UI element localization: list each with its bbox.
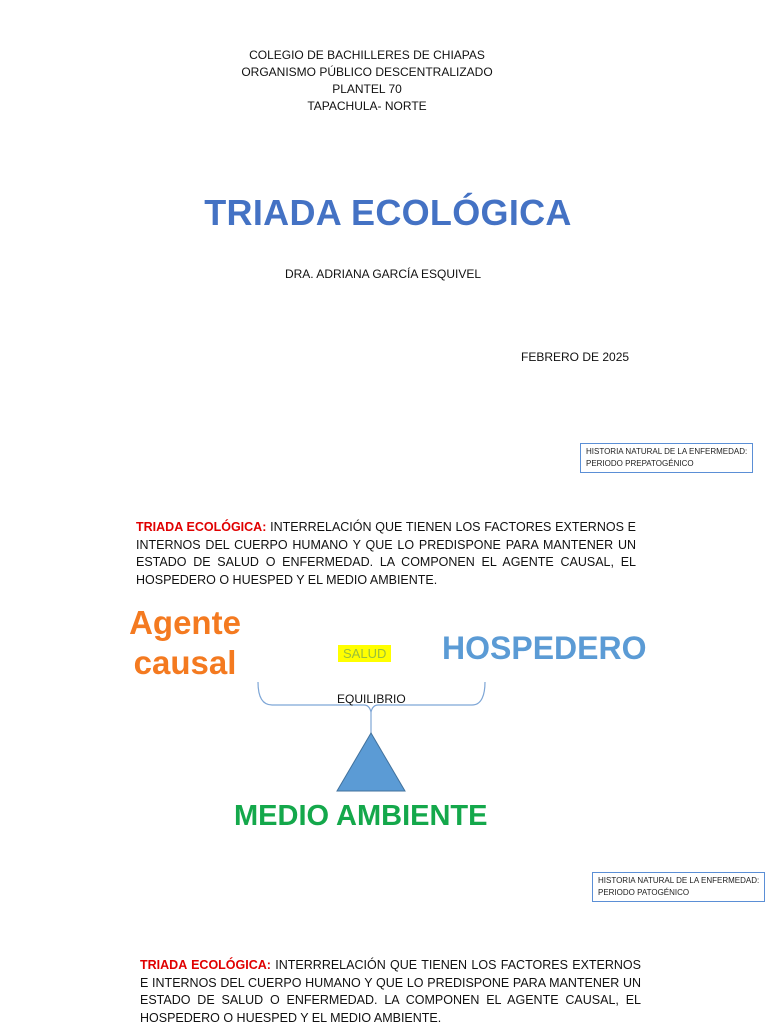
definition-colon: :: [266, 958, 271, 972]
triangle-icon: [337, 733, 405, 791]
section-tag-line2: PERIODO PREPATOGÉNICO: [586, 459, 694, 468]
section-tag-patogenic: [592, 872, 765, 902]
salud-badge: SALUD: [338, 645, 391, 662]
definition-term: TRIADA ECOLÓGICA: [136, 520, 263, 534]
equilibrio-label: EQUILIBRIO: [337, 692, 406, 706]
header-line-organism: ORGANISMO PÚBLICO DESCENTRALIZADO: [241, 65, 493, 79]
agente-causal-label: Agente causal: [129, 604, 241, 681]
hospedero-label: HOSPEDERO: [442, 630, 647, 666]
definition-text: INTERRELACIÓN QUE TIENEN LOS FACTORES EXTERNOS E INTERNOS DEL CUERPO HUMANO Y QUE LO PREDISPONE PARA MANTENER UN ESTADO DE SALUD O ENFERMEDAD. LA COMPONEN EL AGENTE CAUSAL, EL HOSPEDERO O HUESPED Y EL MEDIO AMBIENTE.: [136, 520, 636, 587]
medio-ambiente-label: MEDIO AMBIENTE: [234, 800, 488, 832]
section-tag-line2: PERIODO PATOGÉNICO: [598, 888, 690, 897]
section-tag-line1: HISTORIA NATURAL DE LA ENFERMEDAD:: [598, 876, 760, 885]
document-date: FEBRERO DE 2025: [521, 350, 630, 364]
page-title: TRIADA ECOLÓGICA: [204, 192, 572, 233]
author-name: DRA. ADRIANA GARCÍA ESQUIVEL: [284, 267, 482, 281]
definition-colon: :: [262, 520, 267, 534]
header-line-city: TAPACHULA- NORTE: [307, 99, 427, 113]
definition-text: INTERRRELACIÓN QUE TIENEN LOS FACTORES EXTERNOS E INTERNOS DEL CUERPO HUMANO Y QUE LO PREDISPONE PARA MANTENER UN ESTADO DE SALUD O ENFERMEDAD. LA COMPONEN EL AGENTE CAUSAL, EL HOSPEDERO O HUESPED Y EL MEDIO AMBIENTE.: [140, 958, 641, 1025]
header-line-campus: PLANTEL 70: [332, 82, 402, 96]
definition-paragraph-2: [140, 957, 641, 1027]
definition-term: TRIADA ECOLÓGICA: [140, 958, 267, 972]
section-tag-line1: HISTORIA NATURAL DE LA ENFERMEDAD:: [586, 447, 748, 456]
header-line-school: COLEGIO DE BACHILLERES DE CHIAPAS: [249, 48, 485, 62]
